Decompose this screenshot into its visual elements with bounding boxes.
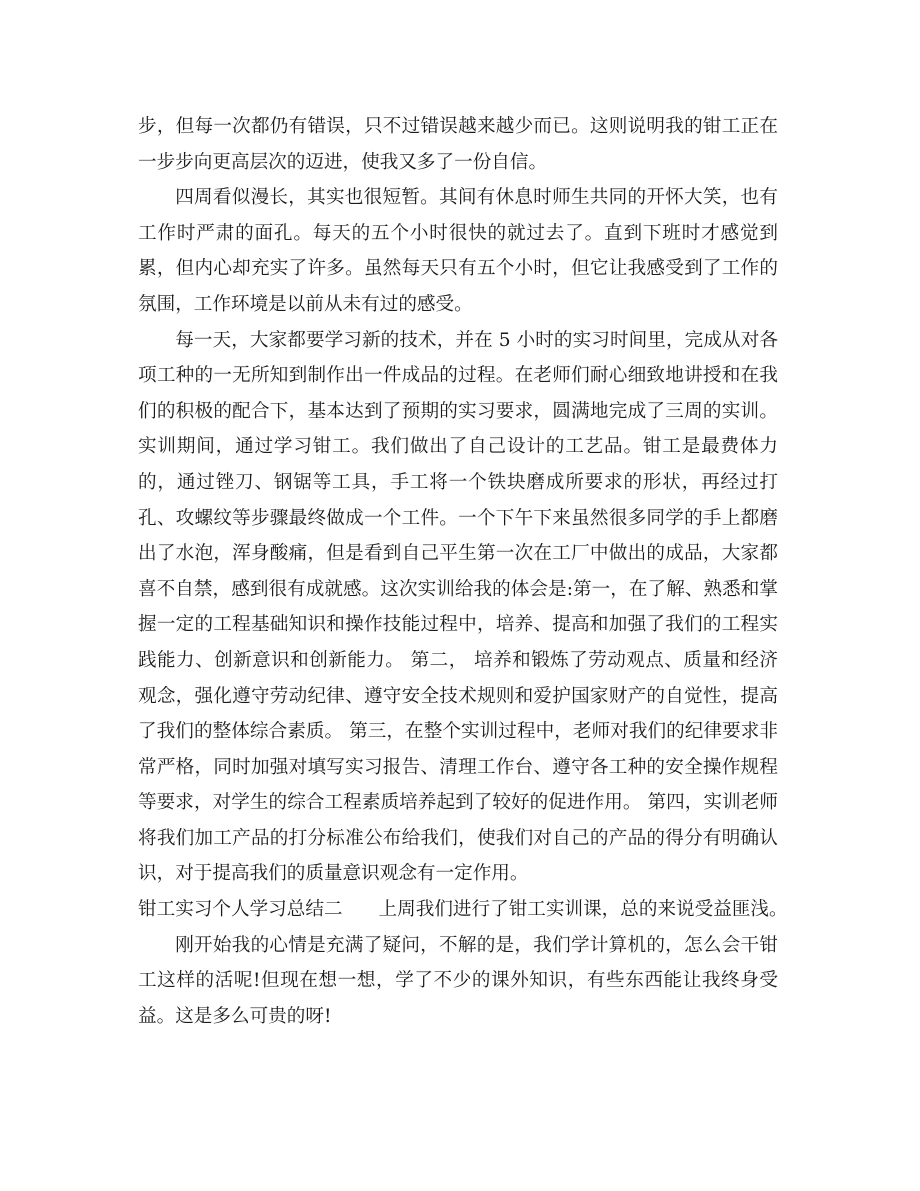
paragraph-daily-training: 每一天，大家都要学习新的技术，并在 5 小时的实习时间里，完成从对各项工种的一无所知到制作出一件成品的过程。在老师们耐心细致地讲授和在我们的积极的配合下，基本达到了预期的实习要求，圆满地完成了三周的实训。实训期间，通过学习钳工。我们做出了自己设计的工艺品。钳工是最费体力的，通过锉刀、钢锯等工具，手工将一个铁块磨成所要求的形状，再经过打孔、攻螺纹等步骤最终做成一个工件。一个下午下来虽然很多同学的手上都磨出了水泡，浑身酸痛，但是看到自己平生第一次在工厂中做出的成品，大家都喜不自禁，感到很有成就感。这次实训给我的体会是:第一，在了解、熟悉和掌握一定的工程基础知识和操作技能过程中，培养、提高和加强了我们的工程实践能力、创新意识和创新能力。 第二， 培养和锻炼了劳动观点、质量和经济观念，强化遵守劳动纪律、遵守安全技术规则和爱护国家财产的自觉性，提高了我们的整体综合素质。 第三，在整个实训过程中，老师对我们的纪律要求非常严格，同时加强对填写实习报告、清理工作台、遵守各工种的安全操作规程等要求，对学生的综合工程素质培养起到了较好的促进作用。 第四，实训老师将我们加工产品的打分标准公布给我们，使我们对自己的产品的得分有明确认识，对于提高我们的质量意识观念有一定作用。	[138, 329, 778, 885]
paragraph-closing: 刚开始我的心情是充满了疑问，不解的是，我们学计算机的，怎么会干钳工这样的活呢!但现在想一想，学了不少的课外知识，有些东西能让我终身受益。这是多么可贵的呀!	[138, 934, 778, 1027]
section-lead: 上周我们进行了钳工实训课，总的来说受益匪浅。	[378, 899, 788, 921]
section-title: 钳工实习个人学习总结二	[138, 899, 343, 921]
section-heading-line	[138, 892, 788, 928]
paragraph-four-weeks: 四周看似漫长，其实也很短暂。其间有休息时师生共同的开怀大笑，也有工作时严肃的面孔。每天的五个小时很快的就过去了。直到下班时才感觉到累，但内心却充实了许多。虽然每天只有五个小时，但它让我感受到了工作的氛围，工作环境是以前从未有过的感受。	[138, 187, 778, 315]
document-body	[138, 109, 788, 1034]
paragraph-continuation: 步，但每一次都仍有错误，只不过错误越来越少而已。这则说明我的钳工正在一步步向更高层次的迈进，使我又多了一份自信。	[138, 116, 778, 173]
